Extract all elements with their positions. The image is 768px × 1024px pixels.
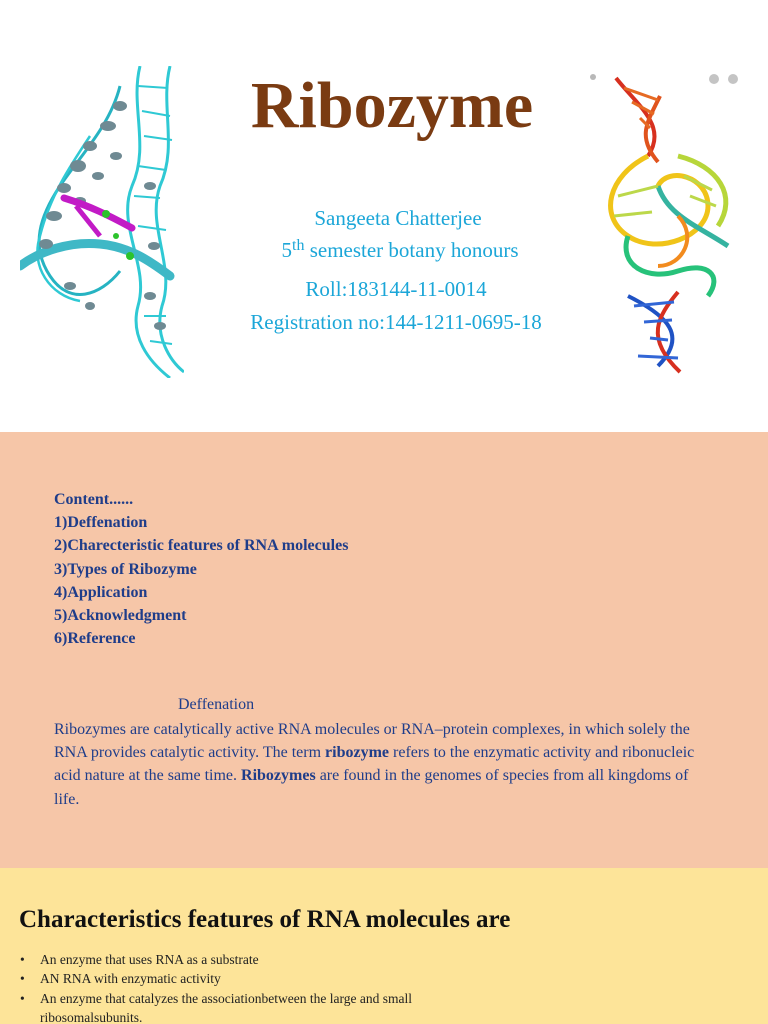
contents-item: 1)Deffenation (54, 514, 148, 532)
bullet-icon: • (20, 990, 25, 1006)
bullet-icon: • (20, 952, 25, 967)
definition-text: are found in the genomes of species from all kingdoms of life. (54, 767, 689, 808)
semester-text: semester botany honours (304, 238, 519, 262)
list-item-text: An enzyme that catalyzes the associationbetween the large and small ribosomalsubunits. (40, 990, 412, 1024)
ribozyme-structure-image-right (588, 66, 748, 378)
contents-item: 2)Charecteristic features of RNA molecules (54, 537, 349, 555)
characteristics-slide (0, 868, 768, 1024)
roll-number: Roll:183144-11-0014 (305, 277, 487, 301)
semester-suffix: th (292, 237, 305, 254)
contents-heading: Content...... (54, 491, 134, 508)
contents-item: 5)Acknowledgment (54, 607, 187, 625)
ribozyme-structure-image-left (20, 66, 184, 378)
definition-bold-term: Ribozymes (241, 767, 316, 785)
semester-number: 5 (281, 238, 292, 262)
contents-item: 4)Application (54, 583, 148, 601)
definition-heading: Deffenation (178, 696, 255, 713)
bullet-icon: • (20, 971, 25, 987)
list-item-text: An enzyme that uses RNA as a substrate (40, 952, 259, 967)
contents-item: 6)Reference (54, 630, 136, 648)
definition-paragraph (54, 718, 714, 811)
author-name: Sangeeta Chatterjee (314, 206, 482, 230)
list-item (20, 950, 420, 969)
definition-text: refers to the enzymatic activity and ribonucleic acid nature at the same time. (54, 744, 695, 785)
characteristics-list (20, 950, 420, 1024)
title-slide (0, 0, 768, 432)
list-item (20, 969, 420, 988)
presentation-title: Ribozyme (250, 69, 534, 142)
semester-line (200, 237, 600, 263)
contents-item: 3)Types of Ribozyme (54, 560, 197, 578)
contents-list (54, 488, 348, 650)
definition-text: Ribozymes are catalytically active RNA molecules or RNA–protein complexes, in which solely the RNA provides catalytic activity. The term (54, 721, 690, 762)
contents-slide (0, 432, 768, 868)
list-item (20, 989, 420, 1024)
list-item-text: AN RNA with enzymatic activity (40, 971, 221, 987)
definition-bold-term: ribozyme (325, 744, 390, 762)
registration-number: Registration no:144-1211-0695-18 (250, 310, 542, 334)
characteristics-title: Characteristics features of RNA molecules are (19, 906, 511, 933)
